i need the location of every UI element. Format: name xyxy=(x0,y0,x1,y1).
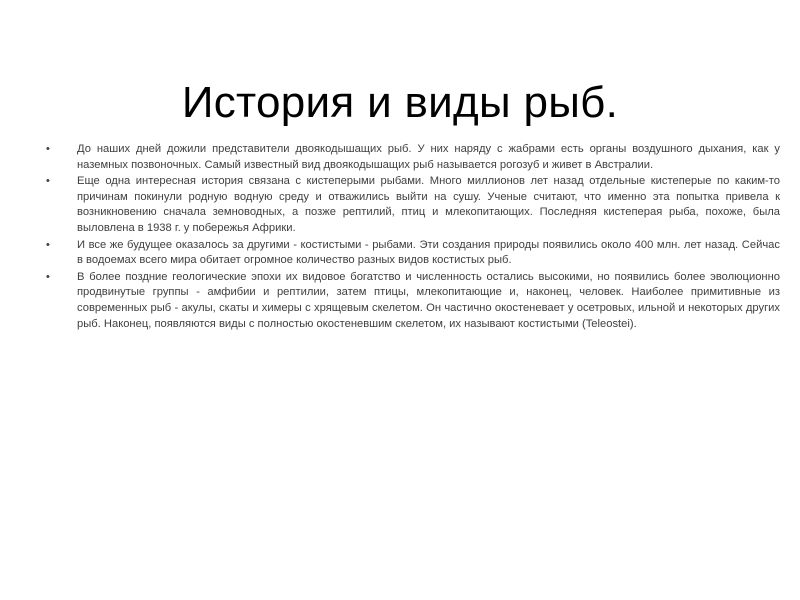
bullet-dot-icon: • xyxy=(46,270,50,283)
bullet-dot-icon: • xyxy=(46,175,50,188)
bullet-item xyxy=(46,142,780,173)
bullet-list xyxy=(46,142,780,333)
bullet-dot-icon: • xyxy=(46,238,50,251)
bullet-text: В более поздние геологические эпохи их видовое богатство и численность остались высокими, но появились более эволюционно продвинутые группы - амфибии и рептилии, затем птицы, млекопитающие и, наконец, человек. Наиболее примитивные из современных рыб - акулы, скаты и химеры с хрящевым скелетом. Он частично окостеневает у осетровых, ильной и некоторых других рыб. Наконец, появляются виды с полностью окостеневшим скелетом, их называют костистыми (Teleostei). xyxy=(77,270,780,330)
bullet-text: Еще одна интересная история связана с кистеперыми рыбами. Много миллионов лет назад отдельные кистеперые по каким-то причинам покинули родную водную среду и отважились выйти на сушу. Ученые считают, что именно эта попытка привела к возникновению сначала земноводных, а позже рептилий, птиц и млекопитающих. Последняя кистеперая рыба, похоже, была выловлена в 1938 г. у побережья Африки. xyxy=(77,175,780,234)
bullet-item xyxy=(46,270,780,332)
bullet-text: И все же будущее оказалось за другими - костистыми - рыбами. Эти создания природы появились около 400 млн. лет назад. Сейчас в водоемах всего мира обитает огромное количество разных видов костистых рыб. xyxy=(77,238,780,267)
bullet-item xyxy=(46,174,780,236)
slide-title: История и виды рыб. xyxy=(181,78,619,128)
bullet-dot-icon: • xyxy=(46,143,50,155)
bullet-text: До наших дней дожили представители двоякодышащих рыб. У них наряду с жабрами есть органы воздушного дыхания, как у наземных позвоночных. Самый известный вид двоякодышащих рыб называется рогозуб и живет в Австралии. xyxy=(77,143,780,171)
bullet-item xyxy=(46,238,780,269)
